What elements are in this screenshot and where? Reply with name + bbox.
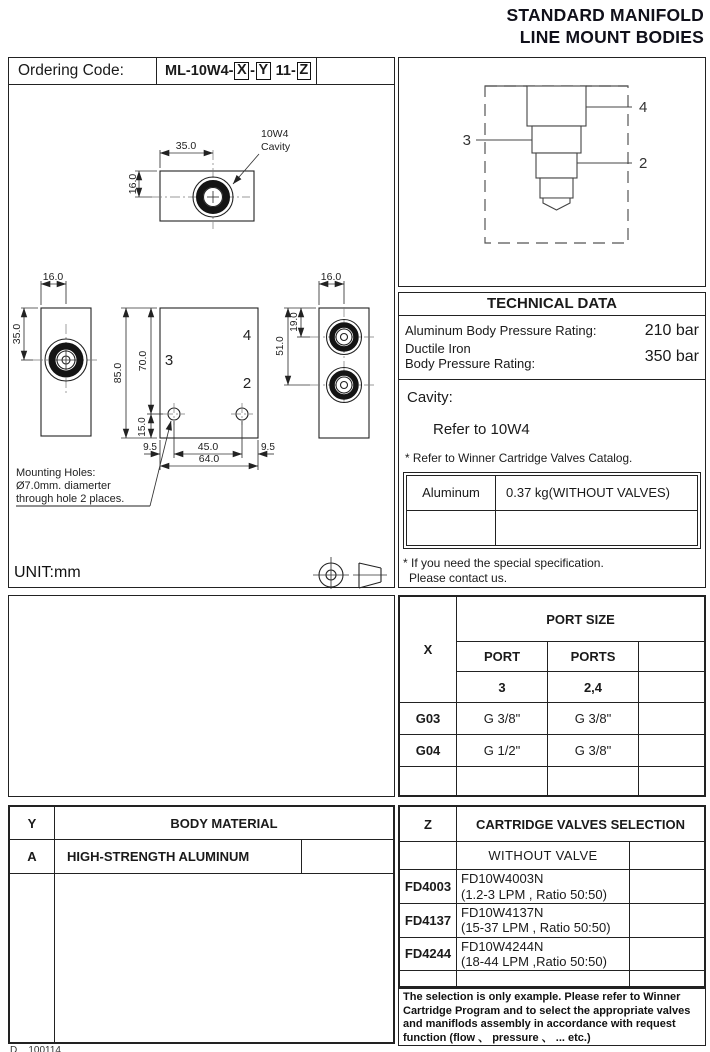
fd4244-code: FD4244 <box>400 937 457 971</box>
front-port-3-label: 3 <box>164 352 174 369</box>
selection-note-panel <box>398 988 706 1046</box>
left-side-view <box>11 271 99 436</box>
fd4137-desc: FD10W4137N (15-37 LPM , Ratio 50:50) <box>457 904 630 938</box>
iron-rating-row <box>405 342 699 372</box>
weight-value: 0.37 kg(WITHOUT VALVES) <box>496 475 698 510</box>
dim-front-lower: 15.0 <box>137 417 148 437</box>
technical-data-header: TECHNICAL DATA <box>399 293 705 316</box>
material-name: HIGH-STRENGTH ALUMINUM <box>55 840 302 874</box>
footer-doc-number: D 100114 <box>10 1045 61 1052</box>
drawing-panel <box>8 57 395 588</box>
fd4244-desc: FD10W4244N (18-44 LPM ,Ratio 50:50) <box>457 937 630 971</box>
empty-row <box>10 874 394 1043</box>
schematic-port-3: 3 <box>462 132 471 149</box>
mounting-note-line3: through hole 2 places. <box>16 493 125 505</box>
dim-front-height: 85.0 <box>112 362 124 384</box>
y-header: Y <box>10 807 55 840</box>
g04-code: G04 <box>400 735 457 767</box>
material-code-a: A <box>10 840 55 874</box>
port-size-table <box>399 596 705 796</box>
dim-right-upper: 19.0 <box>289 312 300 332</box>
fd4003-code: FD4003 <box>400 870 457 904</box>
ordering-code-row <box>9 58 394 85</box>
cartridge-header-row <box>400 807 705 842</box>
schematic-port-4: 4 <box>639 99 648 116</box>
cavity-schematic-panel <box>398 57 706 287</box>
title-line-2: LINE MOUNT BODIES <box>519 27 704 48</box>
body-material-table <box>9 806 394 1043</box>
projection-symbol-cone <box>353 563 387 588</box>
empty-row <box>400 767 705 796</box>
body-material-header-row <box>10 807 394 840</box>
cartridge-title: CARTRIDGE VALVES SELECTION <box>457 807 705 842</box>
cavity-value: Refer to 10W4 <box>433 420 530 438</box>
code-seg1: ML-10W4- <box>165 63 234 79</box>
cavity-schematic <box>399 58 705 286</box>
g04-ports24: G 3/8" <box>548 735 639 767</box>
g03-ports24: G 3/8" <box>548 703 639 735</box>
mounting-note-line2: Ø7.0mm. diamerter <box>16 480 111 492</box>
pressure-ratings <box>399 316 705 380</box>
code-box-y: Y <box>256 62 271 79</box>
cavity-tip <box>543 198 570 210</box>
dim-front-width: 64.0 <box>198 453 220 465</box>
page-title <box>507 4 705 48</box>
dim-front-left-margin: 9.5 <box>143 442 157 453</box>
front-port-4-label: 4 <box>242 327 252 344</box>
cavity-callout-line2: Cavity <box>261 141 291 153</box>
x-header: X <box>400 597 457 703</box>
table-row <box>400 735 705 767</box>
code-box-z: Z <box>297 62 311 79</box>
weight-row <box>407 475 698 510</box>
table-row <box>400 703 705 735</box>
right-port-upper <box>327 320 362 355</box>
cavity-callout-line1: 10W4 <box>261 128 289 140</box>
body-material-title: BODY MATERIAL <box>55 807 394 840</box>
mounting-note-line1: Mounting Holes: <box>16 467 96 479</box>
code-box-x: X <box>234 62 249 79</box>
aluminum-rating-value: 210 bar <box>644 322 699 339</box>
ordering-code-label: Ordering Code: <box>9 58 157 84</box>
table-row <box>400 904 705 938</box>
unit-label: UNIT:mm <box>14 564 81 581</box>
dim-front-upper: 70.0 <box>137 350 149 372</box>
fd4137-code: FD4137 <box>400 904 457 938</box>
port-col-header: PORT <box>457 642 548 672</box>
code-seg3: 11- <box>275 63 296 79</box>
ports-24-sub: 2,4 <box>548 672 639 703</box>
iron-rating-label: Ductile Iron Body Pressure Rating: <box>405 341 536 371</box>
ports-col-header: PORTS <box>548 642 639 672</box>
dim-right-width: 16.0 <box>320 271 342 283</box>
selection-note: The selection is only example. Please refer to Winner Cartridge Program and to select the appropriate valves and maniflods assembly in accordance with request function (flow 、 pressure 、 ... etc.) <box>403 991 691 1044</box>
dim-top-width: 35.0 <box>175 140 197 152</box>
special-note: * If you need the special specification. Please contact us. <box>403 555 604 585</box>
cartridge-valves-table <box>399 806 705 987</box>
aluminum-rating-row <box>405 322 699 340</box>
port-size-title-row <box>400 597 705 642</box>
technical-data-panel <box>398 292 706 588</box>
weight-table <box>406 475 698 546</box>
front-port-2-label: 2 <box>242 375 252 392</box>
body-material-panel <box>8 805 395 1044</box>
table-row <box>400 870 705 904</box>
right-port-lower <box>327 368 362 403</box>
g03-code: G03 <box>400 703 457 735</box>
cavity-steps <box>527 86 586 210</box>
dim-left-width: 16.0 <box>42 271 64 283</box>
z-header: Z <box>400 807 457 842</box>
code-seg2: - <box>250 63 255 79</box>
schematic-port-2: 2 <box>639 155 648 172</box>
weight-table-wrap <box>403 472 701 549</box>
cavity-label: Cavity: <box>407 388 453 406</box>
iron-rating-value: 350 bar <box>644 347 699 365</box>
dimension-drawing <box>9 58 396 589</box>
dim-front-right-margin: 9.5 <box>261 442 275 453</box>
dim-top-depth: 16.0 <box>127 173 139 195</box>
port-size-panel <box>398 595 706 797</box>
table-row <box>10 840 394 874</box>
aluminum-rating-label: Aluminum Body Pressure Rating: <box>405 322 597 338</box>
projection-symbol-target <box>313 557 349 589</box>
empty-row <box>400 971 705 987</box>
cartridge-valves-panel <box>398 805 706 988</box>
dim-right-lower: 51.0 <box>275 336 286 356</box>
port-3-sub: 3 <box>457 672 548 703</box>
right-side-view <box>275 271 375 438</box>
catalog-note: * Refer to Winner Cartridge Valves Catalog. <box>405 450 633 465</box>
dim-left-height: 35.0 <box>11 323 23 345</box>
g03-port3: G 3/8" <box>457 703 548 735</box>
fd4003-desc: FD10W4003N (1.2-3 LPM , Ratio 50:50) <box>457 870 630 904</box>
g04-port3: G 1/2" <box>457 735 548 767</box>
top-view <box>127 128 291 229</box>
dim-front-hole-span: 45.0 <box>197 441 219 453</box>
port-size-title: PORT SIZE <box>457 597 705 642</box>
without-valve-row <box>400 842 705 870</box>
empty-panel <box>8 595 395 797</box>
weight-empty-row <box>407 510 698 545</box>
weight-material: Aluminum <box>407 475 496 510</box>
title-line-1: STANDARD MANIFOLD <box>506 5 704 25</box>
ordering-code-value <box>157 58 317 84</box>
front-view <box>112 308 275 470</box>
table-row <box>400 937 705 971</box>
ordering-empty-cell <box>317 58 394 84</box>
without-valve-label: WITHOUT VALVE <box>457 842 630 870</box>
